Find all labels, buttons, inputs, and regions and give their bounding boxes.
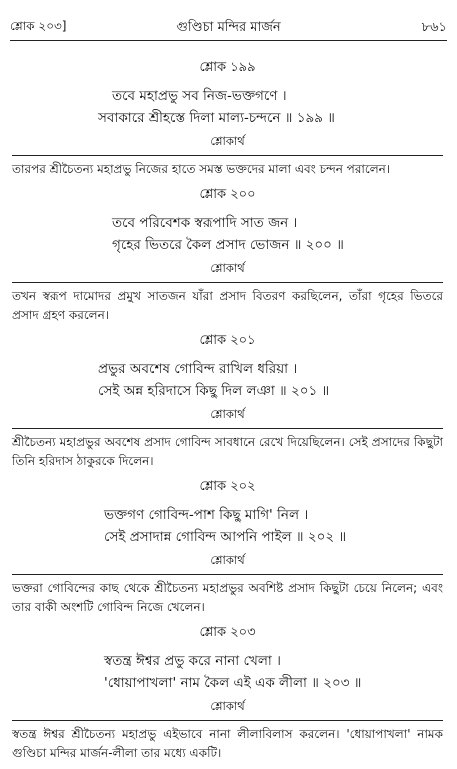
header-chapter-title: গুণ্ডিচা মন্দির মার্জন <box>176 20 281 35</box>
verse-line: গৃহের ভিতরে কৈল প্রসাদ ভোজন ॥ ২০০ ॥ <box>112 237 344 253</box>
verse-block <box>12 331 443 471</box>
verse-title: শ্লোক ২০০ <box>199 187 256 202</box>
translation-text: শ্রীচৈতন্য মহাপ্রভুর অবশেষ প্রসাদ গোবিন্দ সাবধানে রেখে দিয়েছিলেন। সেই প্রসাদের কিছুটা তিনি হরিদাস ঠাকুরকে দিলেন। <box>12 435 443 468</box>
divider <box>12 155 443 156</box>
verse-text <box>12 650 443 694</box>
translation-text: ভক্তরা গোবিন্দের কাছ থেকে শ্রীচৈতন্য মহাপ্রভুর অবশিষ্ট প্রসাদ কিছুটা চেয়ে নিলেন; এবং তার বাকী অংশটি গোবিন্দ নিজে খেলেন। <box>12 581 443 614</box>
translation-text: তারপর শ্রীচৈতন্য মহাপ্রভু নিজের হাতে সমস্ত ভক্তদের মালা এবং চন্দন পরালেন। <box>12 162 391 176</box>
translation-text: তখন স্বরূপ দামোদর প্রমুখ সাতজন যাঁরা প্রসাদ বিতরণ করছিলেন, তাঁরা গৃহের ভিতরে প্রসাদ গ্রহণ করলেন। <box>12 289 443 322</box>
verse-block <box>12 185 443 325</box>
header-verse-range: শ্লোক ২০৩] <box>10 19 67 33</box>
verse-text <box>12 504 443 548</box>
verse-line: সেই অন্ন হরিদাসে কিছু দিল লঞা ॥ ২০১ ॥ <box>98 383 330 399</box>
divider <box>12 428 443 429</box>
translation-label: শ্লোকার্থ <box>210 134 245 148</box>
verse-line: তবে মহাপ্রভু সব নিজ-ভক্তগণে । <box>112 88 287 104</box>
verse-block <box>12 58 443 179</box>
page-number: ৮৬১ <box>421 20 447 35</box>
translation-label: শ্লোকার্থ <box>210 699 245 713</box>
verse-line: তবে পরিবেশক স্বরূপাদি সাত জন । <box>112 215 298 231</box>
translation-label: শ্লোকার্থ <box>210 261 245 275</box>
verse-line: ভক্তগণ গোবিন্দ-পাশ কিছু মাগি' নিল । <box>104 507 309 523</box>
divider <box>12 720 443 721</box>
verse-text <box>12 358 443 402</box>
page-header <box>10 18 447 41</box>
verse-line: 'ধোয়াপাখলা' নাম কৈল এই এক লীলা ॥ ২০৩ ॥ <box>104 675 362 691</box>
page-content <box>12 52 443 769</box>
translation-label: শ্লোকার্থ <box>210 407 245 421</box>
verse-line: সেই প্রসাদান্ন গোবিন্দ আপনি পাইল ॥ ২০২ ॥ <box>104 529 347 545</box>
divider <box>12 282 443 283</box>
verse-title: শ্লোক ২০৩ <box>199 625 256 640</box>
verse-block <box>12 623 443 763</box>
divider <box>12 574 443 575</box>
translation-text: স্বতন্ত্র ঈশ্বর শ্রীচৈতন্য মহাপ্রভু এইভাবে নানা লীলাবিলাস করলেন। 'ধোয়াপাখলা' নামক গুণ্ডিচা মন্দির মার্জন-লীলা তার মধ্যে একটি। <box>12 727 443 760</box>
verse-title: শ্লোক ১৯৯ <box>199 60 256 75</box>
translation-label: শ্লোকার্থ <box>210 553 245 567</box>
verse-text <box>12 212 443 256</box>
verse-block <box>12 477 443 617</box>
verse-line: সবাকারে শ্রীহস্তে দিলা মাল্য-চন্দনে ॥ ১৯৯ ॥ <box>98 110 335 126</box>
verse-line: স্বতন্ত্র ঈশ্বর প্রভু করে নানা খেলা । <box>104 653 281 669</box>
verse-title: শ্লোক ২০২ <box>199 479 256 494</box>
verse-text <box>12 85 443 129</box>
verse-title: শ্লোক ২০১ <box>199 333 256 348</box>
verse-line: প্রভুর অবশেষ গোবিন্দ রাখিল ধরিয়া । <box>98 361 298 377</box>
